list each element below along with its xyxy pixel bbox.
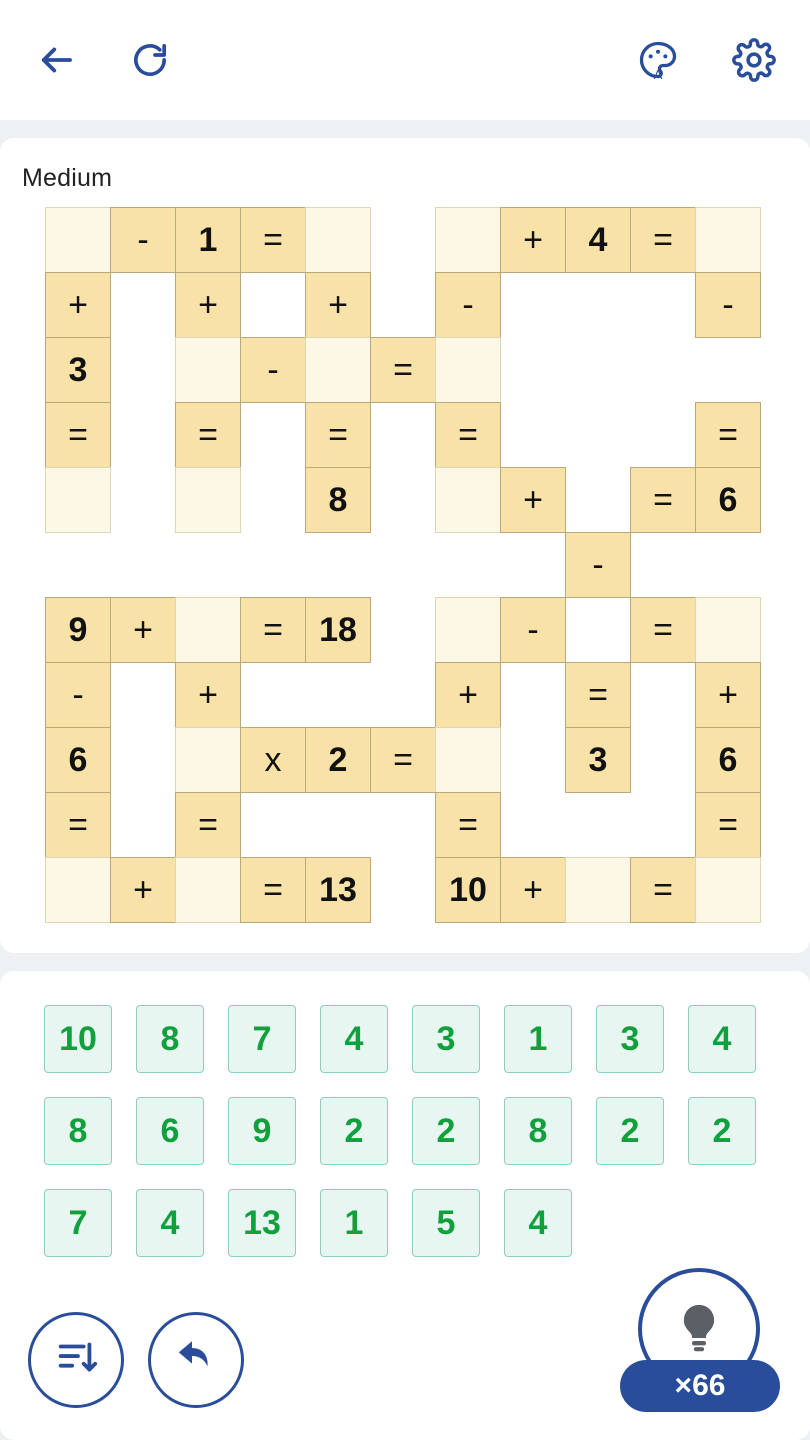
grid-slot[interactable] xyxy=(565,857,631,923)
grid-operator-cell: = xyxy=(630,857,696,923)
grid-operator-cell: = xyxy=(435,402,501,468)
grid-slot[interactable] xyxy=(175,597,241,663)
grid-operator-cell: = xyxy=(240,857,306,923)
grid-slot[interactable] xyxy=(695,207,761,273)
tray-panel xyxy=(0,971,810,1440)
hint-count-badge[interactable]: ×66 xyxy=(620,1360,780,1412)
grid-slot[interactable] xyxy=(695,857,761,923)
grid-operator-cell: - xyxy=(110,207,176,273)
grid-slot[interactable] xyxy=(435,467,501,533)
bottom-controls xyxy=(0,1250,810,1440)
tray-tile[interactable]: 4 xyxy=(136,1189,204,1257)
grid-operator-cell: + xyxy=(435,662,501,728)
grid-operator-cell: + xyxy=(695,662,761,728)
grid-number-cell: 13 xyxy=(305,857,371,923)
grid-number-cell: 10 xyxy=(435,857,501,923)
grid-operator-cell: = xyxy=(630,597,696,663)
grid-number-cell: 3 xyxy=(565,727,631,793)
grid-operator-cell: + xyxy=(500,857,566,923)
grid-operator-cell: = xyxy=(175,402,241,468)
tray-tile[interactable]: 2 xyxy=(688,1097,756,1165)
grid-operator-cell: + xyxy=(45,272,111,338)
tray-tile[interactable]: 8 xyxy=(504,1097,572,1165)
grid-operator-cell: - xyxy=(695,272,761,338)
tray-tile[interactable]: 6 xyxy=(136,1097,204,1165)
grid-operator-cell: = xyxy=(240,597,306,663)
grid-operator-cell: - xyxy=(500,597,566,663)
settings-button[interactable] xyxy=(726,32,782,88)
tray-tile[interactable]: 2 xyxy=(320,1097,388,1165)
grid-number-cell: 8 xyxy=(305,467,371,533)
svg-text:A: A xyxy=(653,67,663,82)
grid-number-cell: 9 xyxy=(45,597,111,663)
tray-tile[interactable]: 3 xyxy=(596,1005,664,1073)
back-button[interactable] xyxy=(28,32,84,88)
tray-tile[interactable]: 4 xyxy=(688,1005,756,1073)
undo-icon xyxy=(172,1334,220,1387)
top-bar-left xyxy=(28,32,178,88)
lightbulb-icon xyxy=(671,1299,727,1360)
grid-slot[interactable] xyxy=(435,337,501,403)
tray-tile[interactable]: 1 xyxy=(320,1189,388,1257)
gear-icon xyxy=(732,38,776,82)
grid-slot[interactable] xyxy=(45,207,111,273)
tray-tile[interactable]: 9 xyxy=(228,1097,296,1165)
grid-slot[interactable] xyxy=(305,337,371,403)
undo-button[interactable] xyxy=(148,1312,244,1408)
tray-tile[interactable]: 10 xyxy=(44,1005,112,1073)
grid-operator-cell: - xyxy=(45,662,111,728)
grid-operator-cell: + xyxy=(305,272,371,338)
palette-auto-icon xyxy=(636,38,680,82)
grid-number-cell: 4 xyxy=(565,207,631,273)
hint-control xyxy=(620,1268,780,1418)
top-bar-right xyxy=(630,32,782,88)
tray-tile[interactable]: 3 xyxy=(412,1005,480,1073)
grid-operator-cell: = xyxy=(45,402,111,468)
tray-tile[interactable]: 7 xyxy=(44,1189,112,1257)
grid-operator-cell: = xyxy=(370,337,436,403)
grid-operator-cell: = xyxy=(305,402,371,468)
grid-slot[interactable] xyxy=(435,207,501,273)
grid-number-cell: 6 xyxy=(695,727,761,793)
grid-slot[interactable] xyxy=(175,727,241,793)
tray-tile[interactable]: 5 xyxy=(412,1189,480,1257)
grid-slot[interactable] xyxy=(435,727,501,793)
grid-number-cell: 1 xyxy=(175,207,241,273)
tray-tile[interactable]: 8 xyxy=(136,1005,204,1073)
grid-operator-cell: = xyxy=(435,792,501,858)
arrow-left-icon xyxy=(35,39,77,81)
grid-operator-cell: + xyxy=(175,272,241,338)
grid-operator-cell: = xyxy=(630,467,696,533)
grid-number-cell: 3 xyxy=(45,337,111,403)
grid-number-cell: 2 xyxy=(305,727,371,793)
grid-slot[interactable] xyxy=(175,857,241,923)
puzzle-grid[interactable] xyxy=(45,207,765,927)
grid-operator-cell: = xyxy=(370,727,436,793)
grid-operator-cell: = xyxy=(240,207,306,273)
tray-tile[interactable]: 4 xyxy=(504,1189,572,1257)
grid-operator-cell: + xyxy=(175,662,241,728)
sort-button[interactable] xyxy=(28,1312,124,1408)
grid-operator-cell: = xyxy=(565,662,631,728)
tray-tile[interactable]: 8 xyxy=(44,1097,112,1165)
grid-operator-cell: x xyxy=(240,727,306,793)
grid-operator-cell: = xyxy=(695,792,761,858)
grid-slot[interactable] xyxy=(175,467,241,533)
grid-operator-cell: + xyxy=(110,857,176,923)
grid-operator-cell: + xyxy=(500,467,566,533)
grid-slot[interactable] xyxy=(305,207,371,273)
grid-number-cell: 6 xyxy=(695,467,761,533)
tray-tile[interactable]: 4 xyxy=(320,1005,388,1073)
restart-button[interactable] xyxy=(122,32,178,88)
sort-icon xyxy=(53,1335,99,1386)
grid-slot[interactable] xyxy=(45,857,111,923)
grid-operator-cell: = xyxy=(175,792,241,858)
grid-operator-cell: - xyxy=(565,532,631,598)
grid-operator-cell: + xyxy=(110,597,176,663)
theme-button[interactable] xyxy=(630,32,686,88)
grid-operator-cell: + xyxy=(500,207,566,273)
top-bar xyxy=(0,0,810,120)
grid-operator-cell: - xyxy=(435,272,501,338)
grid-slot[interactable] xyxy=(435,597,501,663)
tray-tile[interactable]: 13 xyxy=(228,1189,296,1257)
tray-tile[interactable]: 1 xyxy=(504,1005,572,1073)
grid-slot[interactable] xyxy=(45,467,111,533)
grid-slot[interactable] xyxy=(175,337,241,403)
grid-number-cell: 6 xyxy=(45,727,111,793)
grid-number-cell: 18 xyxy=(305,597,371,663)
tray-tile[interactable]: 2 xyxy=(412,1097,480,1165)
number-tray[interactable] xyxy=(44,1005,766,1257)
grid-operator-cell: - xyxy=(240,337,306,403)
grid-slot[interactable] xyxy=(695,597,761,663)
tray-tile[interactable]: 2 xyxy=(596,1097,664,1165)
refresh-icon xyxy=(130,40,170,80)
board-panel xyxy=(0,138,810,953)
difficulty-label: Medium xyxy=(22,164,113,192)
tray-tile[interactable]: 7 xyxy=(228,1005,296,1073)
grid-operator-cell: = xyxy=(45,792,111,858)
grid-operator-cell: = xyxy=(630,207,696,273)
grid-operator-cell: = xyxy=(695,402,761,468)
